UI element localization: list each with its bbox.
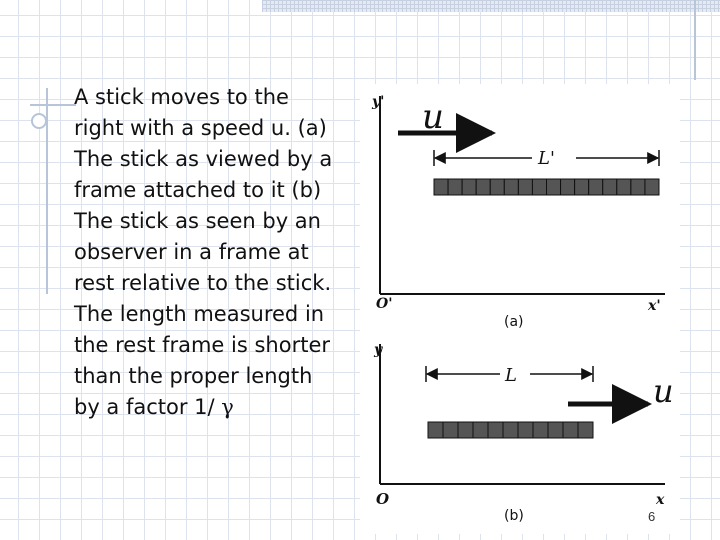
figure-b-stick-segment (443, 422, 458, 438)
figure-b-stick-segment (503, 422, 518, 438)
figure-b-stick-segment (533, 422, 548, 438)
figure-a-y-label: y' (372, 94, 385, 110)
figure-b-stick-segment (518, 422, 533, 438)
figure-a-stick-segment (462, 179, 476, 195)
figure-panel (360, 84, 680, 534)
figure-a-stick-segment (561, 179, 575, 195)
figure-b-stick-segment (578, 422, 593, 438)
figure-a-x-label: x' (648, 298, 661, 314)
figure-a-stick-segment (504, 179, 518, 195)
figure-a-stick-segment (603, 179, 617, 195)
figure-a-stick (434, 179, 659, 195)
figure-b-stick-segment (473, 422, 488, 438)
gamma-symbol: γ (221, 395, 234, 419)
figure-b (373, 342, 674, 524)
figure-b-stick-segment (548, 422, 563, 438)
figure-a-velocity-label: u (422, 97, 444, 137)
figure-a-stick-segment (631, 179, 645, 195)
slide-caption (74, 82, 344, 423)
figure-a-stick-segment (448, 179, 462, 195)
figure-b-velocity-label: u (653, 372, 674, 410)
figure-a-panel-label: (a) (504, 314, 524, 330)
figure-b-stick-segment (488, 422, 503, 438)
figure-b-stick (428, 422, 593, 438)
bullet-circle-icon (31, 113, 47, 129)
right-decoration-line (694, 0, 696, 80)
figure-a (371, 94, 665, 330)
figure-b-origin-label: O (376, 490, 390, 508)
figure-b-panel-label: (b) (504, 508, 524, 524)
figure-a-stick-segment (476, 179, 490, 195)
figure-b-stick-segment (458, 422, 473, 438)
figure-a-stick-segment (434, 179, 448, 195)
figure-a-length-label: L' (538, 148, 555, 169)
figure-b-stick-segment (428, 422, 443, 438)
figure-b-stick-segment (563, 422, 578, 438)
figure-a-stick-segment (490, 179, 504, 195)
figure-a-stick-segment (575, 179, 589, 195)
figure-a-stick-segment (645, 179, 659, 195)
figure-a-stick-segment (518, 179, 532, 195)
stick-diagram (360, 84, 680, 534)
figure-b-length-label: L (505, 365, 517, 386)
header-decoration-bar (262, 0, 720, 12)
figure-b-x-label: x (656, 492, 665, 508)
figure-a-stick-segment (617, 179, 631, 195)
figure-a-origin-label: O' (376, 296, 393, 312)
figure-a-stick-segment (532, 179, 546, 195)
figure-b-y-label: y (374, 342, 383, 358)
figure-a-stick-segment (547, 179, 561, 195)
figure-a-stick-segment (589, 179, 603, 195)
caption-text: A stick moves to the right with a speed u. (a) The stick as viewed by a frame attached to it (b) The stick as seen by an observer in a frame at rest relative to the stick. The length measured in the rest frame is shorter than the proper length by a factor 1/ (74, 85, 333, 419)
left-decoration-crossbar (30, 104, 76, 106)
page-number: 6 (648, 509, 656, 524)
